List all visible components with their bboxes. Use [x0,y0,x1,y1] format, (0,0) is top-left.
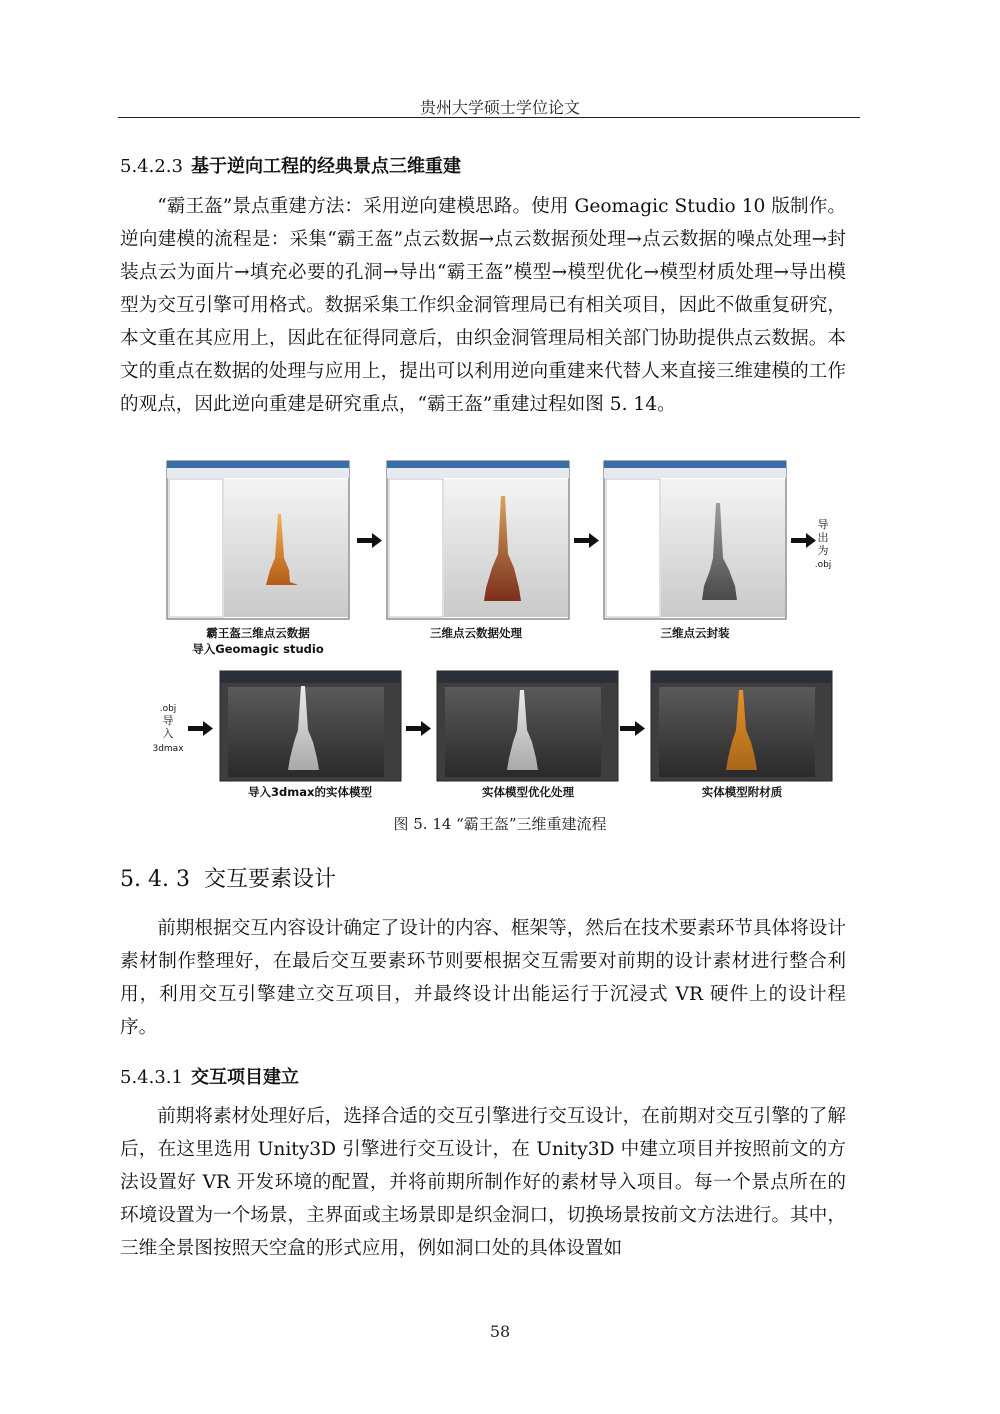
screenshot-model-material [651,671,832,781]
screenshot-model-optimization [437,671,618,781]
paragraph-text: 前期将素材处理好后，选择合适的交互引擎进行交互设计，在前期对交互引擎的了解后，在这里选用 Unity3D 引擎进行交互设计，在 Unity3D 中建立项目并按照前文的方法设置好 VR 开发环境的配置，并将前期所制作好的素材导入项目。每一个景点所在的环境设置为一个场景，主界面或主场景即是织金洞口，切换场景按前文方法进行。其中，三维全景图按照天空盒的形式应用，例如洞口处的具体设置如 [120,1106,846,1259]
arrow-right-icon [406,721,431,736]
screenshot-point-cloud-import [167,461,349,619]
export-format: .obj [814,560,832,570]
page-number: 58 [489,1322,511,1341]
header-rule [118,117,860,118]
paragraph-text: 前期根据交互内容设计确定了设计的内容、框架等，然后在技术要素环节具体将设计素材制作整理好，在最后交互要素环节则要根据交互需要对前期的设计素材进行整合利用，利用交互引擎建立交互项目，并最终设计出能运行于沉浸式 VR 硬件上的设计程序。 [120,918,847,1038]
screenshot-point-cloud-processing [387,461,569,619]
section-title: 交互要素设计 [203,867,336,892]
import-char-1: 导 [162,714,174,727]
top-sublabel: 导入Geomagic studio [192,642,324,656]
screenshot-3dmax-model [220,671,401,781]
export-char-1: 导 [817,518,829,531]
export-char-3: 为 [817,544,829,557]
paragraph-5431 [120,1100,846,1265]
section-number: 5.4.3.1 [120,1067,183,1088]
section-number: 5. 4. 3 [120,867,190,892]
import-target: 3dmax [152,744,184,754]
arrow-right-icon [620,721,645,736]
section-heading-5423 [120,152,461,178]
top-label-2: 三维点云数据处理 [430,626,522,640]
figure-caption: 图 5. 14 “霸王盔”三维重建流程 [393,815,607,833]
section-title: 基于逆向工程的经典景点三维重建 [190,156,461,177]
import-char-2: 入 [162,727,174,740]
bottom-label-2: 实体模型优化处理 [482,785,574,799]
top-label-1: 霸王盔三维点云数据 [206,626,310,640]
reconstruction-figure [150,458,850,810]
paragraph-543 [120,912,846,1044]
paragraph-text: “霸王盔”景点重建方法：采用逆向建模思路。使用 Geomagic Studio 10 版制作。逆向建模的流程是：采集“霸王盔”点云数据→点云数据预处理→点云数据的噪点处理→封装点云为面片→填充必要的孔洞→导出“霸王盔”模型→模型优化→模型材质处理→导出模型为交互引擎可用格式。数据采集工作织金洞管理局已有相关项目，因此不做重复研究，本文重在其应用上，因此在征得同意后，由织金洞管理局相关部门协助提供点云数据。本文的重点在数据的处理与应用上，提出可以利用逆向重建来代替人来直接三维建模的工作的观点，因此逆向重建是研究重点，“霸王盔”重建过程如图 5. 14。 [120,196,846,415]
import-format: .obj [159,704,177,714]
running-header: 贵州大学硕士学位论文 [419,98,580,117]
section-heading-543 [120,862,336,893]
bottom-label-3: 实体模型附材质 [701,785,783,799]
section-heading-5431 [120,1063,299,1089]
top-label-3: 三维点云封装 [660,626,730,640]
arrow-right-icon [188,721,213,736]
export-char-2: 出 [817,531,829,544]
arrow-right-icon [791,533,816,548]
section-number: 5.4.2.3 [120,156,183,177]
paragraph-5423 [120,190,846,421]
arrow-right-icon [357,533,382,548]
bottom-label-1: 导入3dmax的实体模型 [248,785,372,799]
screenshot-point-cloud-mesh [604,461,786,619]
arrow-right-icon [574,533,599,548]
section-title: 交互项目建立 [190,1067,299,1088]
